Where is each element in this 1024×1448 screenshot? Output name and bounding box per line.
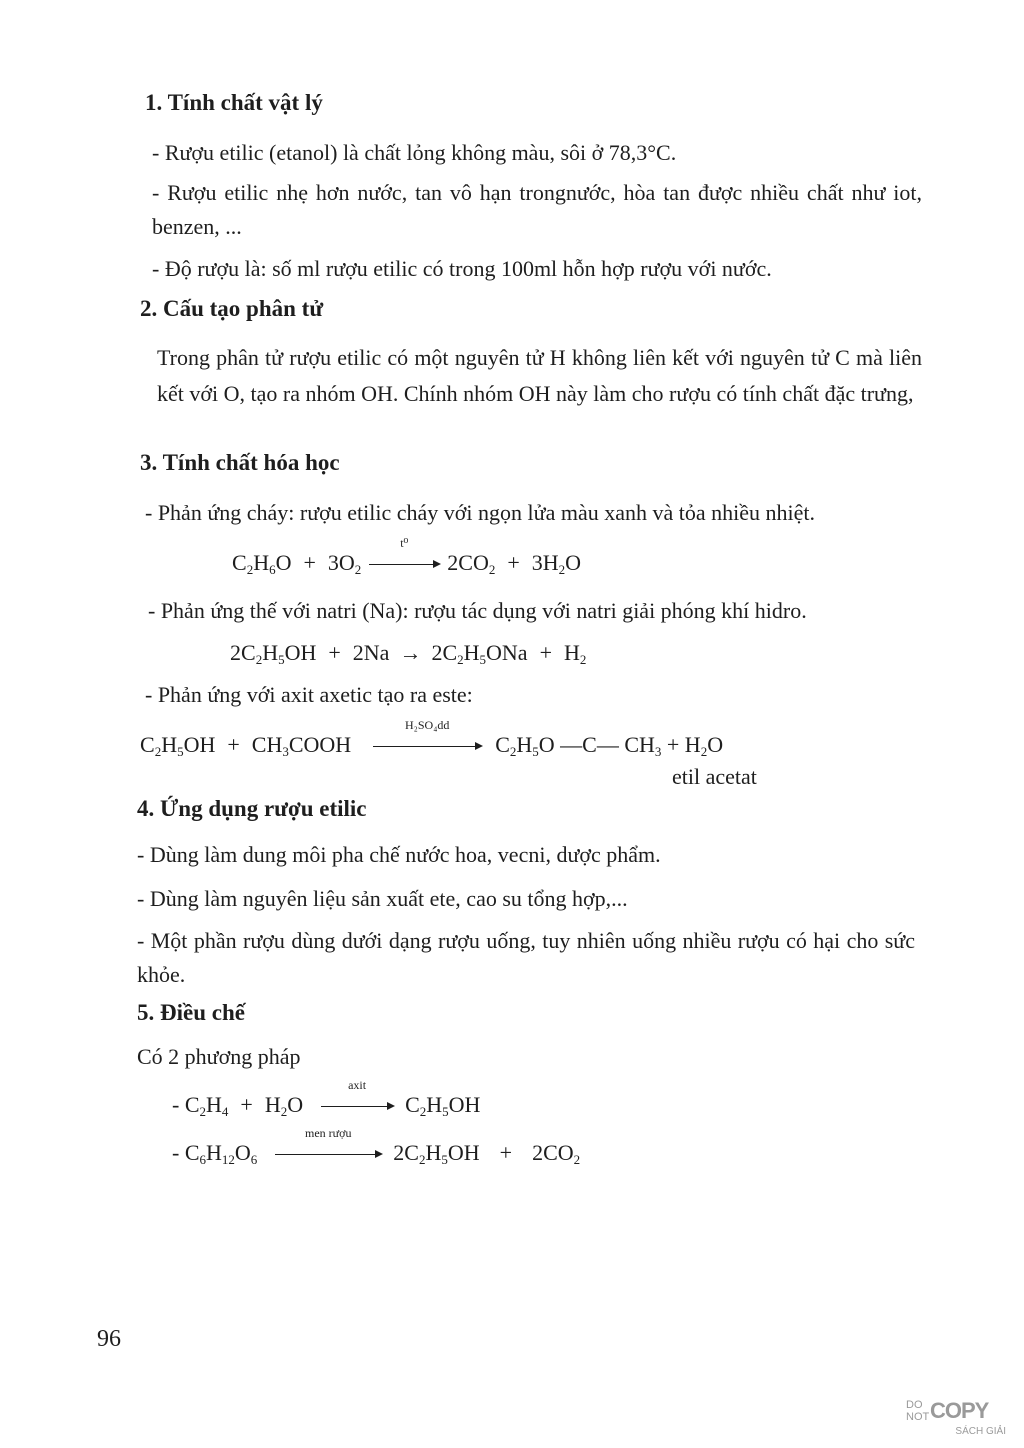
arrow-condition: t⁰ <box>400 536 409 550</box>
s2-paragraph: Trong phân tử rượu etilic có một nguyên tử H không liên kết với nguyên tử C mà liên kết với O, tạo ra nhóm OH. Chính nhóm OH này làm cho rượu có tính chất đặc trưng, <box>157 345 922 406</box>
s3-sodium-text: - Phản ứng thế với natri (Na): rượu tác dụng với natri giải phóng khí hidro. <box>148 598 807 623</box>
section-2-title: 2. Cấu tạo phân tử <box>140 296 324 321</box>
equation-hydration: - $C_2H_4$ + $H_2O$ axit $C_2H_5OH$ <box>172 1078 481 1119</box>
section-4-title: 4. Ứng dụng rượu etilic <box>137 796 367 821</box>
s4-line-3: - Một phần rượu dùng dưới dạng rượu uống, tuy nhiên uống nhiều rượu có hại cho sức khỏe. <box>137 928 915 987</box>
arrow-condition: H₂SO₄dd <box>405 718 450 732</box>
product-name: etil acetat <box>672 764 757 789</box>
s4-line-1: - Dùng làm dung môi pha chế nước hoa, vecni, dược phẩm. <box>137 842 661 867</box>
reaction-arrow <box>321 1078 393 1118</box>
arrow-condition: axit <box>348 1078 367 1092</box>
page-number: 96 <box>97 1326 121 1352</box>
s1-line-3: - Độ rượu là: số ml rượu etilic có trong 100ml hỗn hợp rượu với nước. <box>152 256 772 281</box>
reaction-arrow <box>369 536 439 576</box>
section-5-title: 5. Điều chế <box>137 1000 245 1025</box>
s4-line-2: - Dùng làm nguyên liệu sản xuất ete, cao su tổng hợp,... <box>137 886 628 911</box>
section-1-title: 1. Tính chất vật lý <box>145 90 323 115</box>
s3-combustion-text: - Phản ứng cháy: rượu etilic cháy với ngọn lửa màu xanh và tỏa nhiều nhiệt. <box>145 500 815 525</box>
s3-acid-text: - Phản ứng với axit axetic tạo ra este: <box>145 682 473 707</box>
s1-line-1: - Rượu etilic (etanol) là chất lỏng không màu, sôi ở 78,3°C. <box>152 140 677 165</box>
equation-esterification: $C_2H_5OH$ + $CH_3COOH$ H₂SO₄dd $C_2H_5O$ —C— $CH_3 + H_2O$ <box>140 718 724 759</box>
equation-fermentation: - $C_6H_{12}O_6$ men rượu $2C_2H_5OH$ + $2CO_2$ <box>172 1126 581 1167</box>
arrow-condition: men rượu <box>305 1126 352 1140</box>
s1-line-2: - Rượu etilic nhẹ hơn nước, tan vô hạn trongnước, hòa tan được nhiều chất như iot, benzen, ... <box>152 180 922 239</box>
reaction-arrow <box>275 1126 381 1166</box>
reaction-arrow <box>373 718 481 758</box>
s5-intro: Có 2 phương pháp <box>137 1044 301 1069</box>
equation-combustion: $C_2H_6O$ + $3O_2$ t⁰ $2CO_2$ + $3H_2O$ <box>232 536 582 577</box>
do-not-copy-stamp: DO NOT COPY SÁCH GIẢI <box>906 1398 1006 1437</box>
section-3-title: 3. Tính chất hóa học <box>140 450 340 475</box>
equation-sodium: $2C_2H_5OH$ + 2Na → $2C_2H_5ONa$ + $H_2$ <box>230 640 587 667</box>
